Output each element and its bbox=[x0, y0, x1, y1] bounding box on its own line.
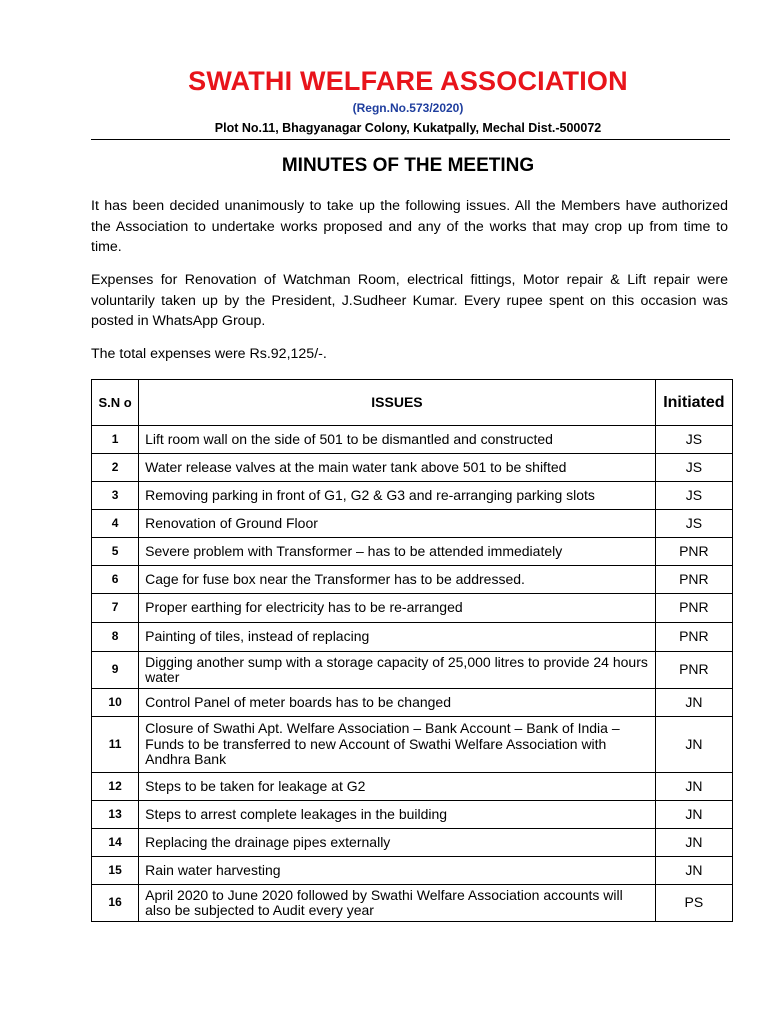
table-row bbox=[92, 801, 733, 829]
table-header-row bbox=[92, 380, 733, 426]
table-row bbox=[92, 482, 733, 510]
header-issues: ISSUES bbox=[139, 380, 656, 426]
row-issue: Replacing the drainage pipes externally bbox=[139, 829, 656, 857]
paragraph-intro: It has been decided unanimously to take up the following issues. All the Members have authorized the Association to undertake works proposed and any of the works that may crop up from time to time. bbox=[91, 198, 728, 255]
row-initiated: PNR bbox=[655, 538, 732, 566]
row-initiated: PNR bbox=[655, 594, 732, 623]
row-sno: 3 bbox=[92, 482, 139, 510]
header-divider bbox=[91, 139, 730, 140]
organization-name: SWATHI WELFARE ASSOCIATION bbox=[188, 66, 628, 96]
table-row bbox=[92, 594, 733, 623]
row-issue: Cage for fuse box near the Transformer has to be addressed. bbox=[139, 566, 656, 594]
row-initiated: JN bbox=[655, 717, 732, 773]
table-row bbox=[92, 829, 733, 857]
table-row bbox=[92, 510, 733, 538]
table-row bbox=[92, 623, 733, 652]
row-initiated: JS bbox=[655, 482, 732, 510]
document-title: MINUTES OF THE MEETING bbox=[281, 155, 535, 176]
paragraph-total: The total expenses were Rs.92,125/-. bbox=[91, 346, 327, 362]
table-row bbox=[92, 689, 733, 717]
row-initiated: JN bbox=[655, 801, 732, 829]
table-row bbox=[92, 717, 733, 773]
issues-table bbox=[91, 379, 733, 922]
row-issue: Proper earthing for electricity has to be re-arranged bbox=[139, 594, 656, 623]
row-sno: 12 bbox=[92, 773, 139, 801]
row-initiated: JS bbox=[655, 510, 732, 538]
row-issue: Painting of tiles, instead of replacing bbox=[139, 623, 656, 652]
row-sno: 15 bbox=[92, 857, 139, 885]
row-issue: Control Panel of meter boards has to be changed bbox=[139, 689, 656, 717]
header-sno bbox=[92, 380, 139, 426]
row-initiated: JS bbox=[655, 454, 732, 482]
table-row bbox=[92, 652, 733, 689]
row-sno: 14 bbox=[92, 829, 139, 857]
row-initiated: JN bbox=[655, 857, 732, 885]
table-row bbox=[92, 426, 733, 454]
row-initiated: PNR bbox=[655, 566, 732, 594]
row-issue: Digging another sump with a storage capacity of 25,000 litres to provide 24 hours water bbox=[139, 652, 656, 689]
row-issue: Steps to be taken for leakage at G2 bbox=[139, 773, 656, 801]
paragraph-expenses: Expenses for Renovation of Watchman Room, electrical fittings, Motor repair & Lift repair were voluntarily taken up by the President, J.Sudheer Kumar. Every rupee spent on this occasion was posted in WhatsApp Group. bbox=[91, 272, 728, 329]
row-sno: 16 bbox=[92, 885, 139, 922]
row-sno: 8 bbox=[92, 623, 139, 652]
table-row bbox=[92, 773, 733, 801]
row-initiated: PNR bbox=[655, 623, 732, 652]
table-row bbox=[92, 885, 733, 922]
row-initiated: PS bbox=[655, 885, 732, 922]
row-issue: Steps to arrest complete leakages in the building bbox=[139, 801, 656, 829]
row-sno: 7 bbox=[92, 594, 139, 623]
row-sno: 6 bbox=[92, 566, 139, 594]
row-initiated: JS bbox=[655, 426, 732, 454]
row-sno: 11 bbox=[92, 717, 139, 773]
row-issue: Closure of Swathi Apt. Welfare Association – Bank Account – Bank of India – Funds to be transferred to new Account of Swathi Welfare Association with Andhra Bank bbox=[139, 717, 656, 773]
registration-number: (Regn.No.573/2020) bbox=[352, 101, 464, 115]
table-row bbox=[92, 566, 733, 594]
row-initiated: JN bbox=[655, 829, 732, 857]
row-initiated: PNR bbox=[655, 652, 732, 689]
row-issue: Severe problem with Transformer – has to be attended immediately bbox=[139, 538, 656, 566]
header-sno-label: S.N o bbox=[98, 394, 132, 410]
row-sno: 2 bbox=[92, 454, 139, 482]
table-row bbox=[92, 538, 733, 566]
row-sno: 9 bbox=[92, 652, 139, 689]
header-initiated: Initiated bbox=[655, 380, 732, 426]
row-issue: Rain water harvesting bbox=[139, 857, 656, 885]
row-sno: 10 bbox=[92, 689, 139, 717]
row-sno: 13 bbox=[92, 801, 139, 829]
row-issue: Renovation of Ground Floor bbox=[139, 510, 656, 538]
row-issue: Lift room wall on the side of 501 to be dismantled and constructed bbox=[139, 426, 656, 454]
row-initiated: JN bbox=[655, 773, 732, 801]
row-initiated: JN bbox=[655, 689, 732, 717]
row-issue: Water release valves at the main water tank above 501 to be shifted bbox=[139, 454, 656, 482]
row-issue: April 2020 to June 2020 followed by Swathi Welfare Association accounts will also be subjected to Audit every year bbox=[139, 885, 656, 922]
row-sno: 5 bbox=[92, 538, 139, 566]
table-row bbox=[92, 454, 733, 482]
row-sno: 1 bbox=[92, 426, 139, 454]
table-row bbox=[92, 857, 733, 885]
row-sno: 4 bbox=[92, 510, 139, 538]
organization-address: Plot No.11, Bhagyanagar Colony, Kukatpally, Mechal Dist.-500072 bbox=[214, 121, 602, 135]
row-issue: Removing parking in front of G1, G2 & G3 and re-arranging parking slots bbox=[139, 482, 656, 510]
